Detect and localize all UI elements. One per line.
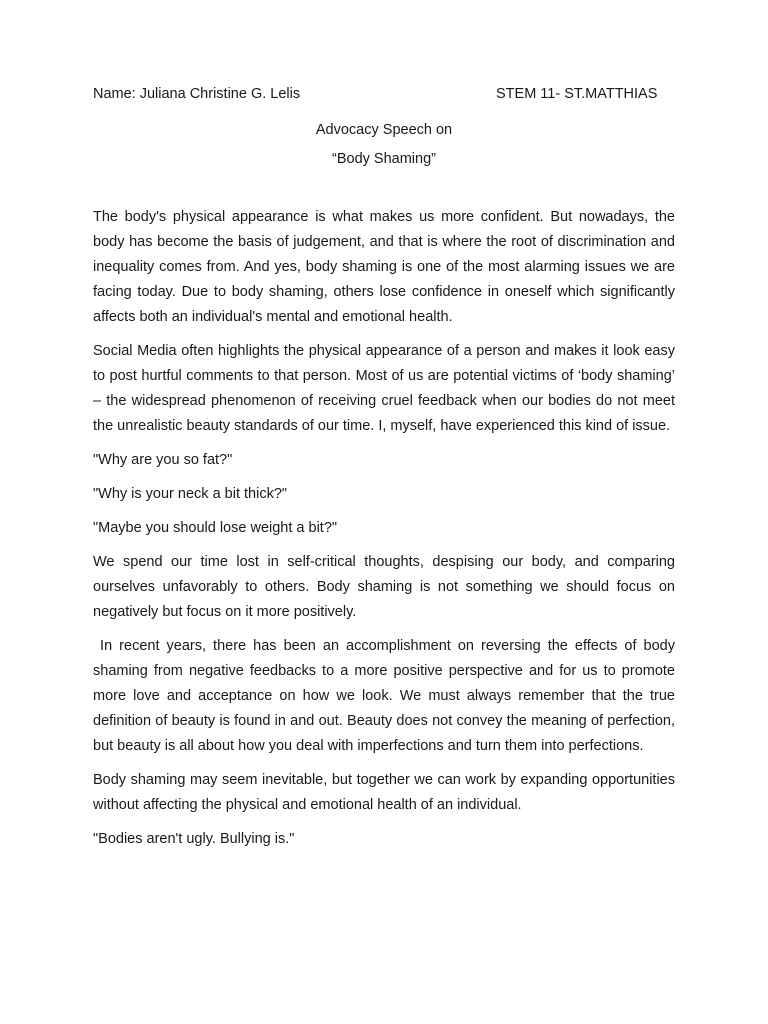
closing-quote: "Bodies aren't ugly. Bullying is." — [93, 831, 295, 847]
paragraph-inevitable: Body shaming may seem inevitable, but together we can work by expanding opportunities without affecting the physical and emotional health of an individual. — [93, 772, 675, 813]
author-name: Name: Juliana Christine G. Lelis — [93, 86, 301, 102]
class-section: STEM 11- ST.MATTHIAS — [496, 86, 658, 102]
quote-1: "Why are you so fat?" — [93, 452, 233, 468]
quote-2: "Why is your neck a bit thick?" — [93, 486, 288, 502]
speech-body — [93, 205, 680, 861]
paragraph-social-media: Social Media often highlights the physical appearance of a person and makes it look easy to post hurtful comments to that person. Most of us are potential victims of ‘body shaming’ – the widespread phenomenon of receiving cruel feedback when our bodies do not meet the unrealistic beauty standards of our time. I, myself, have experienced this kind of issue. — [93, 343, 675, 434]
paragraph-intro: The body's physical appearance is what makes us more confident. But nowadays, the body has become the basis of judgement, and that is where the root of discrimination and inequality comes from. And yes, body shaming is one of the most alarming issues we are facing today. Due to body shaming, others lose confidence in oneself which significantly affects both an individual's mental and emotional health. — [93, 209, 675, 325]
title-line-1: Advocacy Speech on — [315, 122, 453, 138]
paragraph-recent-years: In recent years, there has been an accomplishment on reversing the effects of body shaming from negative feedbacks to a more positive perspective and for us to promote more love and acceptance on how we look. We must always remember that the true definition of beauty is found in and out. Beauty does not convey the meaning of perfection, but beauty is all about how you deal with imperfections and turn them into perfections. — [93, 638, 680, 754]
paragraph-self-critical: We spend our time lost in self-critical thoughts, despising our body, and comparing ourselves unfavorably to others. Body shaming is not something we should focus on negatively but focus on it more positively. — [93, 554, 675, 620]
document-header — [93, 86, 675, 106]
title-line-2: “Body Shaming” — [332, 151, 436, 167]
quote-3: "Maybe you should lose weight a bit?" — [93, 520, 338, 536]
